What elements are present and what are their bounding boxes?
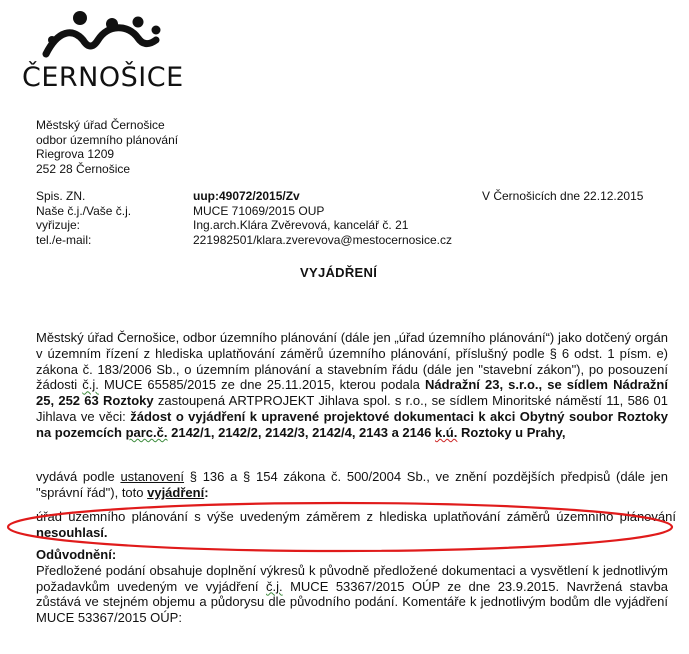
justification-heading: Odůvodnění: xyxy=(36,547,117,562)
text-run: k.ú. xyxy=(434,424,458,440)
tel-label: tel./e-mail: xyxy=(36,232,92,247)
sender-line: 252 28 Černošice xyxy=(36,161,131,176)
text-run: vydává podle xyxy=(36,469,121,484)
document-date: V Černošicích dne 22.12.2015 xyxy=(482,189,644,203)
decision-verdict: nesouhlasí. xyxy=(36,524,108,540)
text-run: § 136 a § 154 zákona č. 500/2004 Sb., ve znění pozdějších předpisů (dále jen "správní řád"), toto xyxy=(36,469,668,500)
document-title: VYJÁDŘENÍ xyxy=(300,265,378,280)
sender-line: Riegrova 1209 xyxy=(36,147,115,161)
cj-label: Naše č.j./Vaše č.j. xyxy=(36,203,132,218)
spis-value: uup:49072/2015/Zv xyxy=(193,189,300,203)
text-run: vyjádření xyxy=(147,484,205,500)
tel-value: 221982501/klara.zverevova@mestocernosice.cz xyxy=(193,232,452,247)
text-run: MUCE 53367/2015 OÚP ze dne 23.9.2015. Navržená stavba zůstává ve stejném objemu a půdorysu dle původního podání. Komentáře k jednotlivým bodům dle vyjádření MUCE 53367/2015 OÚP: xyxy=(36,578,668,626)
logo-wordmark: ČERNOŠICE xyxy=(22,62,184,93)
applicant-name: Nádražní 23, s.r.o., se sídlem Nádražní 25, 252 63 Roztoky xyxy=(36,377,668,409)
text-run: úřad územního plánování s výše uvedeným záměrem z hlediska uplatňování záměrů územního plánování xyxy=(36,509,676,524)
justification-section xyxy=(36,547,668,626)
spis-label: Spis. ZN. xyxy=(36,189,86,203)
text-run: Městský úřad Černošice, odbor územního plánování (dále jen „úřad územního plánování“) jako dotčený orgán v územním řízení z hlediska uplatňování záměrů územního plánování, příslušný podle § 6 odst. 1 písm. e) zákona č. 183/2006 Sb., o územním plánování a stavebním řádu (dále jen "stavební zákon"), po posouzení žádosti xyxy=(36,330,668,393)
request-subject: žádost o vyjádření k upravené projektové dokumentaci k akci Obytný soubor Roztoky na pozemcích xyxy=(36,408,669,440)
text-run: : xyxy=(204,484,209,500)
text-run: Roztoky u Prahy, xyxy=(457,424,566,440)
text-run: 2142/1, 2142/2, 2142/3, 2142/4, 2143 a 2146 xyxy=(167,424,435,440)
vyrizuje-label: vyřizuje: xyxy=(36,218,81,232)
text-run: ustanovení xyxy=(120,469,185,484)
text-run: MUCE 65585/2015 ze dne 25.11.2015, kterou podala xyxy=(98,377,425,393)
justification-text xyxy=(36,563,668,626)
text-run: parc.č. xyxy=(125,424,168,440)
sender-line: odbor územního plánování xyxy=(36,132,179,147)
text-run: č.j. xyxy=(266,578,283,594)
cj-value: MUCE 71069/2015 OUP xyxy=(193,203,325,218)
text-run: Předložené podání obsahuje doplnění výkresů k původně předložené dokumentaci a vysvětlení k jednotlivým požadavkům uvedeným ve vyjádření xyxy=(36,562,668,594)
sender-line: Městský úřad Černošice xyxy=(36,118,165,132)
text-run: č.j. xyxy=(82,377,99,393)
text-run: zastoupená ARTPROJEKT Jihlava spol. s r.o., se sídlem Minoritské náměstí 11, 586 01 Jihlava ve věci: xyxy=(36,393,668,424)
vyrizuje-value: Ing.arch.Klára Zvěrevová, kancelář č. 21 xyxy=(193,218,409,232)
